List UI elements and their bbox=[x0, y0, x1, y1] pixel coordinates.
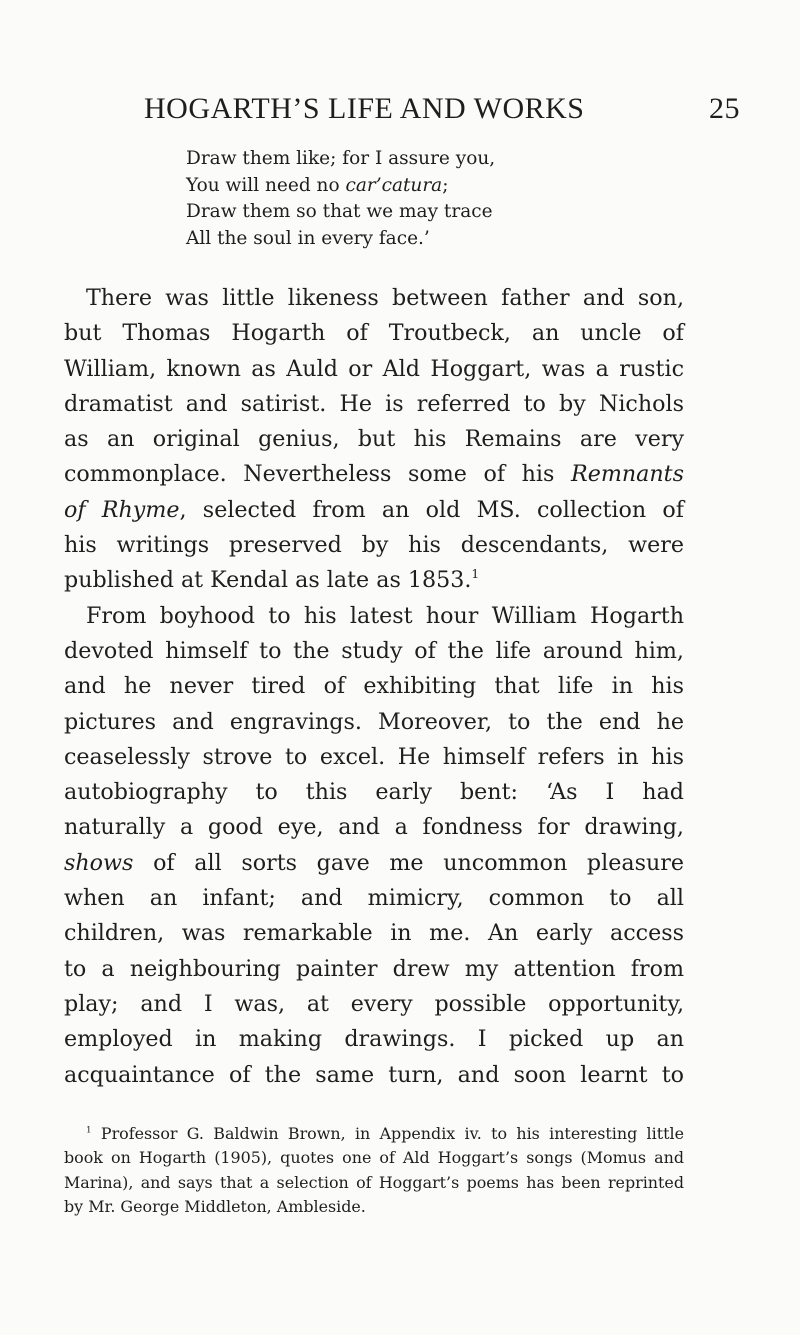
text-line: published at Kendal as late as 1853.$^1$ bbox=[64, 567, 480, 594]
italic-title: of Rhyme bbox=[64, 496, 180, 523]
text-line: There was little likeness between father and son, bbox=[86, 285, 684, 311]
footnote bbox=[64, 1122, 684, 1220]
text-line: From boyhood to his latest hour William Hogarth bbox=[86, 602, 684, 629]
text-line: play; and I was, at every possible opportunity, bbox=[64, 990, 684, 1017]
text-line: but Thomas Hogarth of Troutbeck, an uncle of bbox=[64, 320, 684, 347]
verse-line: All the soul in every face.’ bbox=[186, 227, 430, 249]
italic-word: shows bbox=[64, 849, 134, 876]
footnote-marker: 1 bbox=[86, 1125, 92, 1136]
italic-title: Remnants bbox=[571, 461, 684, 488]
text-line: ceaselessly strove to excel. He himself refers in his bbox=[64, 743, 684, 770]
footnote-line: Marina), and says that a selection of Hoggart’s poems has been reprinted bbox=[64, 1172, 684, 1192]
text-line: employed in making drawings. I picked up an bbox=[64, 1026, 684, 1053]
footnote-line: book on Hogarth (1905), quotes one of Ald Hoggart’s songs (Momus and bbox=[64, 1148, 684, 1168]
text-line: naturally a good eye, and a fondness for drawing, bbox=[64, 814, 684, 841]
text-line: William, known as Auld or Ald Hoggart, was a rustic bbox=[64, 355, 684, 382]
text-line: when an infant; and mimicry, common to all bbox=[64, 885, 684, 912]
text-line: his writings preserved by his descendants, were bbox=[64, 532, 684, 559]
text-line: of Rhyme, selected from an old MS. collection of bbox=[64, 496, 684, 523]
footnote-line: by Mr. George Middleton, Ambleside. bbox=[64, 1197, 366, 1217]
body-text bbox=[64, 281, 684, 1093]
text-line: children, was remarkable in me. An early access bbox=[64, 920, 684, 947]
text-line: pictures and engravings. Moreover, to the end he bbox=[64, 708, 684, 735]
text-line: dramatist and satirist. He is referred to by Nichols bbox=[64, 390, 684, 417]
verse-quotation bbox=[186, 146, 495, 252]
footnote-reference: 1 bbox=[471, 567, 480, 582]
text-line: and he never tired of exhibiting that life in his bbox=[64, 673, 684, 700]
text-line: shows of all sorts gave me uncommon pleasure bbox=[64, 849, 684, 876]
text-line: commonplace. Nevertheless some of his Remnants bbox=[64, 461, 684, 488]
text-line: autobiography to this early bent: ‘As I had bbox=[64, 779, 684, 806]
text-line: devoted himself to the study of the life around him, bbox=[64, 637, 684, 664]
verse-line: Draw them like; for I assure you, bbox=[186, 148, 496, 169]
text-line: to a neighbouring painter drew my attention from bbox=[64, 955, 684, 982]
text-line: as an original genius, but his Remains are very bbox=[64, 426, 684, 453]
running-head bbox=[64, 92, 740, 138]
footnote-line: $^1$ Professor G. Baldwin Brown, in Appendix iv. to his interesting little bbox=[86, 1124, 684, 1143]
verse-italic-word: car’catura bbox=[345, 174, 443, 196]
verse-line: You will need no car’catura; bbox=[186, 174, 449, 196]
verse-line: Draw them so that we may trace bbox=[186, 201, 493, 222]
text-line: acquaintance of the same turn, and soon learnt to bbox=[64, 1061, 684, 1088]
page-number: 25 bbox=[709, 92, 740, 125]
running-title: HOGARTH’S LIFE AND WORKS bbox=[144, 92, 585, 125]
